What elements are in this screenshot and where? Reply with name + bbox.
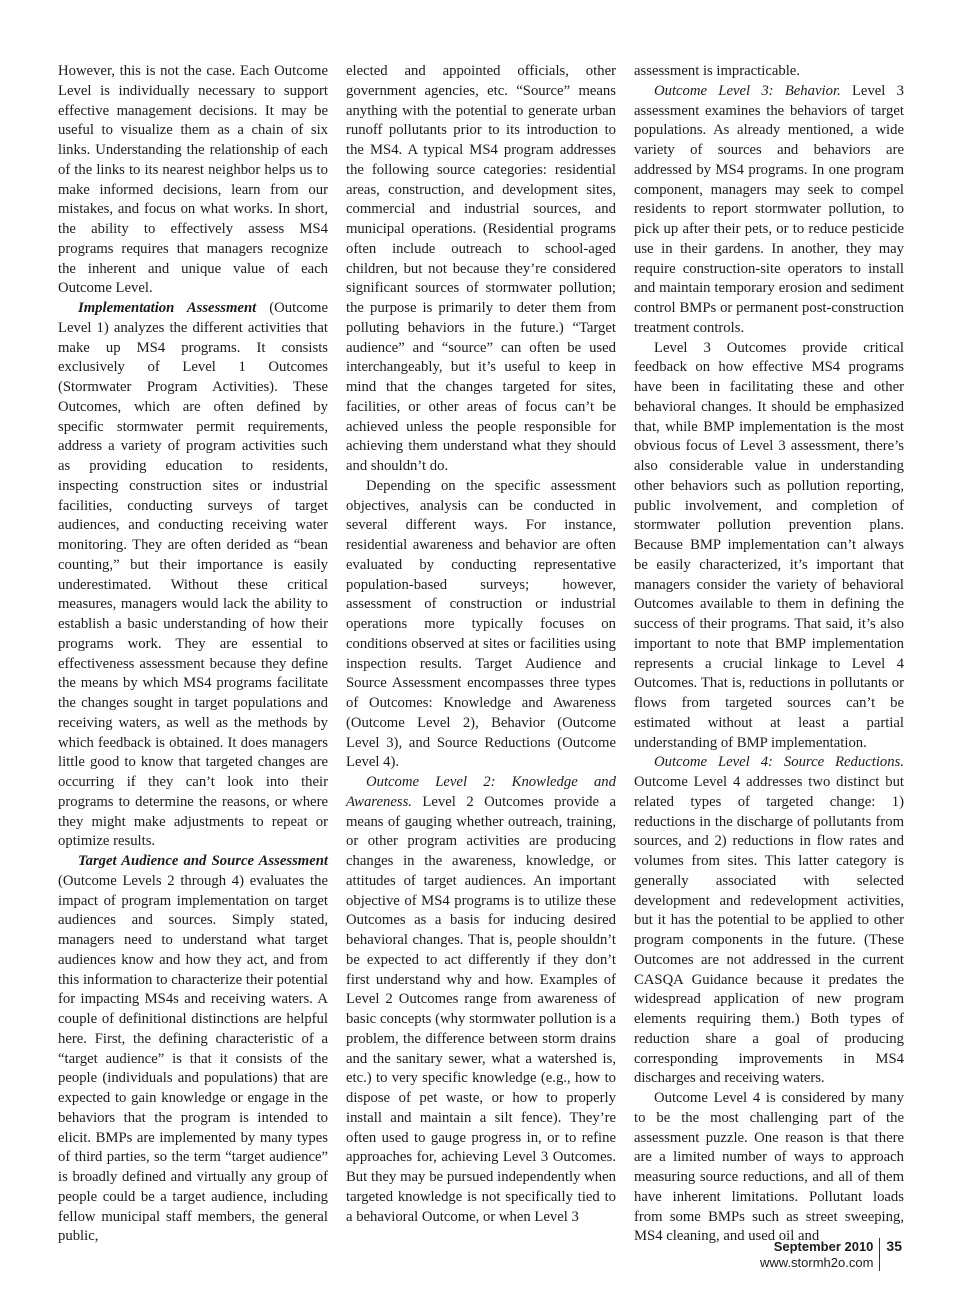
paragraph — [58, 852, 328, 1247]
column-3 — [634, 62, 904, 1245]
paragraph — [634, 82, 904, 339]
paragraph-body: (Outcome Levels 2 through 4) evaluates the impact of program implementation on target audiences and sources. Simply stated, managers need to understand what target audiences know and how they act, and from this information to characterize their potential for impacting MS4s and receiving waters. A couple of definitional distinctions are helpful here. First, the defining characteristic of a “target audience” is that it consists of the people (individuals and populations) that are expected to gain knowledge or engage in the behaviors that the program is intended to elicit. BMPs are implemented by many types of third parties, so the term “target audience” is broadly defined and virtually any group of people could be a target audience, including fellow municipal staff members, the general public, — [58, 872, 328, 1245]
paragraph-body: Level 3 assessment examines the behaviors of target populations. As already mentioned, a wide variety of sources and behaviors are addressed by MS4 programs. In one program component, managers may seek to compel residents to report stormwater pollution, to pick up after their pets, or to reduce pesticide use in their gardens. In another, they may require construction-site operators to install and maintain temporary erosion and sediment control BMPs or permanent post-construction treatment controls. — [634, 82, 904, 336]
paragraph-body: Level 2 Outcomes provide a means of gauging whether outreach, training, or other program activities are producing changes in the awareness, knowledge, or attitudes of target audiences. An important objective of MS4 programs is to utilize these Outcomes as a basis for inducing desired behavioral changes. That is, people shouldn’t be expected to act differently if they don’t first understand why and how. Examples of Level 2 Outcomes range from awareness of basic concepts (why stormwater pollution is a problem, the difference between storm drains and the sanitary sewer, what a watershed is, etc.) to very specific knowledge (e.g., how to dispose of pet waste, or how to properly install and maintain a silt fence). They’re often used to gauge progress in, or to refine approaches for, achieving Level 3 Outcomes. But they may be pursued independently when targeted knowledge is not specifically tied to a behavioral Outcome, or when Level 3 — [346, 793, 616, 1225]
article-body — [58, 62, 904, 1245]
website-link[interactable]: www.stormh2o.com — [760, 1255, 874, 1270]
section-lead: Outcome Level 4: Source Reductions. — [654, 754, 904, 771]
paragraph: elected and appointed officials, other government agencies, etc. “Source” means anything with the potential to generate urban runoff pollutants prior to its introduction to the MS4. A typical MS4 program addresses the following source categories: residential areas, construction, and development sites, commercial and industrial sources, and municipal operations. (Residential programs often include outreach to school-aged children, but not because they’re considered significant sources of stormwater pollution; the purpose is primarily to deter them from polluting behaviors in the future.) “Target audience” and “source” can often be used interchangeably, but it’s useful to keep in mind that the changes targeted for sites, facilities, or other areas of focus can’t be achieved unless the people responsible for achieving them understand what they should and shouldn’t do. — [346, 63, 616, 474]
paragraph: assessment is impracticable. — [634, 63, 801, 79]
paragraph — [58, 299, 328, 852]
page-footer — [760, 1238, 902, 1271]
paragraph-body: Outcome Level 4 addresses two distinct but related types of targeted change: 1) reductions in the discharge of pollutants from sources, and 2) reductions in flow rates and volumes from sites. This latter category is generally associated with selected development and redevelopment activities, but it has the potential to be applied to other program components in the future. (These Outcomes are not addressed in the current CASQA Guidance because it predates the widespread application of new program elements requiring them.) Both types of reduction share a goal of producing corresponding improvements in MS4 discharges and receiving waters. — [634, 774, 904, 1087]
paragraph-body: (Outcome Level 1) analyzes the different activities that make up MS4 programs. It consists exclusively of Level 1 Outcomes (Stormwater Program Activities). These Outcomes, which are often defined by specific stormwater permit requirements, address a variety of program activities such as providing education to residents, inspecting construction sites or industrial facilities, conducting surveys of target audiences, and conducting receiving water monitoring. They are often derided as “bean counting,” but their importance is easily underestimated. Without these critical measures, managers would lack the ability to establish a basic understanding of how their programs work. They are essential to effectiveness assessment because they define the means by which MS4 programs facilitate the changes sought in target populations and receiving waters, as well as the methods by which feedback is obtained. It does managers little good to know that targeted changes are occurring if they can’t look into their programs to determine the reasons, or where they might make adjustments to repeat or optimize results. — [58, 300, 329, 850]
paragraph: Depending on the specific assessment objectives, analysis can be conducted in several different ways. For instance, residential awareness and behavior are often evaluated by conducting representative population-based surveys; however, assessment of construction or industrial operations more typically focuses on conditions observed at sites or facilities using inspection results. Target Audience and Source Assessment encompasses three types of Outcomes: Knowledge and Awareness (Outcome Level 2), Behavior (Outcome Level 3), and Source Reductions (Outcome Level 4). — [346, 477, 616, 771]
footer-info — [760, 1238, 879, 1271]
section-lead: Implementation Assessment — [78, 300, 257, 316]
column-1 — [58, 62, 329, 1245]
issue-date: September 2010 — [773, 1239, 874, 1254]
section-lead: Target Audience and Source Assessment — [78, 853, 328, 869]
paragraph: Outcome Level 4 is considered by many to be the most challenging part of the assessment puzzle. One reason is that there are a limited number of ways to approach measuring source reductions, and all of them have inherent limitations. Pollutant loads from some BMPs such as street sweeping, MS4 cleaning, and used oil and — [634, 1090, 904, 1245]
paragraph — [634, 753, 904, 1089]
footer-divider — [879, 1238, 880, 1271]
column-2 — [346, 62, 616, 1242]
section-lead: Outcome Level 3: Behavior. — [654, 82, 841, 99]
paragraph: However, this is not the case. Each Outcome Level is individually necessary to support effective management decisions. It may be useful to visualize them as a chain of six links. Understanding the relationship of each of the links to its nearest neighbor helps us to make informed decisions, learn from our mistakes, and focus on what works. In short, the ability to effectively assess MS4 programs requires that managers recognize the inherent and unique value of each Outcome Level. — [58, 63, 328, 297]
page-number: 35 — [886, 1238, 902, 1254]
paragraph: Level 3 Outcomes provide critical feedback on how effective MS4 programs have been in facilitating these and other behavioral changes. It should be emphasized that, while BMP implementation is the most obvious focus of Level 3 assessment, there’s also considerable value in understanding other behaviors such as pollution reporting, public involvement, and completion of stormwater pollution prevention plans. Because BMP implementation can’t always be easily characterized, it’s important that managers consider the variety of behavioral Outcomes available to them in defining the success of their programs. That said, it’s also important to note that BMP implementation represents a crucial linkage to Level 4 Outcomes. That is, reductions in pollutants or flows from targeted sources can’t be estimated without at least a partial understanding of BMP implementation. — [634, 339, 904, 751]
paragraph — [346, 773, 616, 1227]
section-lead: Outcome Level 2: Knowledge and Awareness. — [346, 774, 616, 810]
